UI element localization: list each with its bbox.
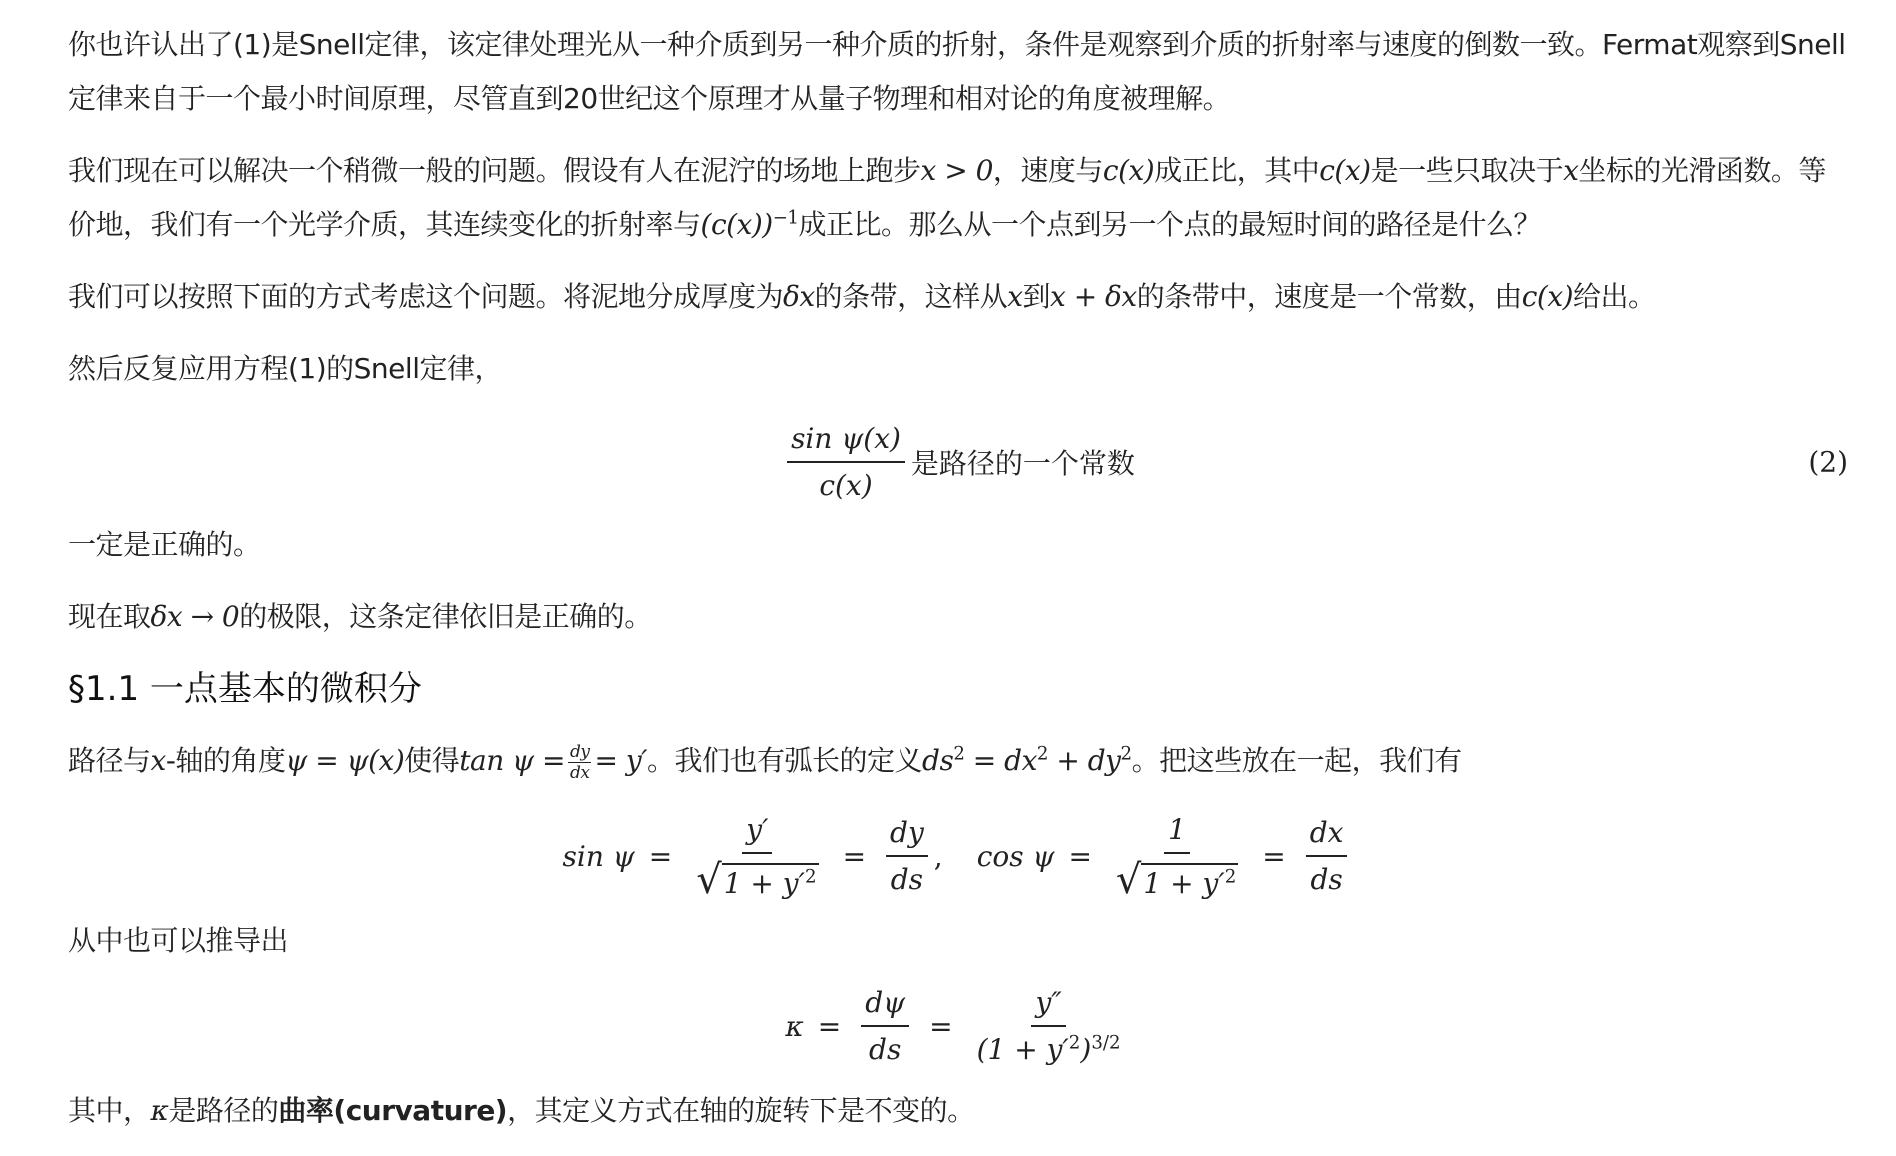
fraction-denominator: dx [569, 762, 590, 783]
math-superscript: 2 [1224, 866, 1237, 888]
equals-sign: = [929, 1009, 953, 1043]
paragraph-text: 路径与 [68, 744, 151, 777]
fraction-denominator [973, 1027, 1125, 1066]
math-inline: sin ψ [562, 839, 635, 873]
fraction [692, 812, 822, 903]
math-inline: c(x) [1102, 154, 1155, 187]
math-inline: δx → 0 [150, 600, 240, 633]
paragraph-text: 的条带中，速度是一个常数，由 [1136, 280, 1522, 313]
paragraph-derive [68, 914, 1848, 968]
paragraph-text: 一定是正确的。 [68, 528, 261, 561]
fraction-numerator: dy [569, 741, 590, 762]
math-inline: (c(x)) [700, 208, 773, 241]
equation-number: (2) [1808, 445, 1848, 479]
paragraph-text: -轴的角度 [165, 744, 286, 777]
paragraph-text: 是路径的 [168, 1094, 279, 1127]
fraction-numerator: dy [886, 816, 928, 857]
math-superscript: 2 [1120, 743, 1132, 765]
fraction-numerator: dψ [861, 986, 909, 1027]
math-inline: δx [783, 280, 815, 313]
math-inline: ψ = ψ(x) [285, 744, 405, 777]
equals-sign: = [842, 839, 867, 873]
fraction-numerator: sin ψ(x) [787, 422, 905, 463]
math-inline: + dy [1047, 744, 1121, 777]
paragraph-text: 。把这些放在一起，我们有 [1131, 744, 1462, 777]
equation-text: 是路径的一个常数 [910, 447, 1135, 480]
math-inline: c(x) [1521, 280, 1574, 313]
paragraph-text: 其中， [68, 1094, 151, 1127]
equals-sign: = [1262, 839, 1286, 873]
paragraph-text: ，速度与 [992, 154, 1103, 187]
paragraph-must-be-correct [68, 518, 1848, 572]
paragraph-text: 我们现在可以解决一个稍微一般的问题。假设有人在泥泞的场地上跑步 [68, 154, 921, 187]
radicand [722, 863, 819, 900]
math-inline: 1 + y′ [1143, 866, 1225, 900]
equals-sign: = [1068, 839, 1092, 873]
fraction-denominator: c(x) [819, 469, 873, 502]
math-superscript: 2 [804, 866, 817, 888]
square-root [696, 856, 818, 903]
math-inline: (1 + y′ [976, 1033, 1069, 1066]
fraction [973, 986, 1125, 1066]
math-superscript: 2 [1068, 1032, 1081, 1054]
radical-sign: √ [1115, 856, 1142, 903]
comma: , [933, 839, 943, 873]
math-inline: = y′ [594, 744, 648, 777]
math-inline: x [1563, 154, 1579, 187]
paragraph-text: 坐标的光滑函数。等价地，我们有一个光学介质，其连续变化的折射率与 [68, 154, 1826, 241]
fraction [1306, 816, 1348, 896]
radical-sign: √ [696, 856, 722, 903]
math-superscript: 3/2 [1091, 1032, 1121, 1054]
paragraph-text: 成正比，其中 [1154, 154, 1320, 187]
math-inline: cos ψ [976, 839, 1055, 873]
paragraph-text: 现在取 [68, 600, 151, 633]
bold-term: 曲率(curvature) [278, 1094, 508, 1127]
square-root [1115, 856, 1238, 903]
math-inline: κ [785, 1009, 804, 1043]
paragraph-text: 到 [1022, 280, 1050, 313]
paragraph-text: 成正比。那么从一个点到另一个点的最短时间的路径是什么？ [798, 208, 1542, 241]
paragraph-strips [68, 270, 1848, 324]
article-content [68, 18, 1848, 1156]
paragraph-limit [68, 590, 1848, 644]
paragraph-apply-snell [68, 342, 1848, 396]
inline-fraction [568, 743, 592, 782]
equation-sin-cos [68, 806, 1848, 906]
math-inline: x + δx [1050, 280, 1137, 313]
paragraph-text: 给出。 [1573, 280, 1656, 313]
paragraph-text: 然后反复应用方程(1)的Snell定律， [68, 352, 502, 385]
equals-sign: = [817, 1009, 842, 1043]
math-superscript: −1 [772, 207, 799, 229]
paragraph-problem [68, 144, 1848, 252]
paragraph-text: 我们可以按照下面的方式考虑这个问题。将泥地分成厚度为 [68, 280, 784, 313]
paragraph-angle [68, 734, 1848, 788]
paragraph-text: 你也许认出了(1)是Snell定律，该定律处理光从一种介质到另一种介质的折射，条件是观察到介质的折射率与速度的倒数一致。Fermat观察到Snell定律来自于一个最小时间原理，尽管直到20世纪这个原理才从量子物理和相对论的角度被理解。 [68, 28, 1846, 115]
paragraph-text: 的条带，这样从 [814, 280, 1008, 313]
fraction-numerator: 1 [1164, 813, 1190, 854]
math-inline: κ [150, 1094, 169, 1127]
fraction-numerator: dx [1306, 816, 1348, 857]
paragraph-curvature-def [68, 1084, 1848, 1138]
math-inline: 1 + y′ [723, 866, 805, 900]
math-inline: = dx [964, 744, 1037, 777]
fraction-denominator [692, 854, 822, 903]
fraction-denominator: ds [890, 863, 924, 896]
paragraph-text: ，其定义方式在轴的旋转下是不变的。 [507, 1094, 975, 1127]
equals-sign: = [648, 839, 673, 873]
paragraph-text: 的极限，这条定律依旧是正确的。 [239, 600, 652, 633]
section-heading: §1.1 一点基本的微积分 [68, 669, 422, 709]
math-inline: x > 0 [920, 154, 993, 187]
fraction [886, 816, 928, 896]
math-superscript: 2 [953, 743, 965, 765]
math-inline: ) [1080, 1033, 1092, 1066]
math-inline: x [150, 744, 166, 777]
math-superscript: 2 [1036, 743, 1048, 765]
paragraph-snell-intro [68, 18, 1848, 126]
fraction [1112, 812, 1242, 903]
fraction-denominator [1112, 854, 1242, 903]
fraction [861, 986, 909, 1066]
math-inline: ds [922, 744, 954, 777]
paragraph-text: 从中也可以推导出 [68, 924, 289, 957]
equation-2 [68, 414, 1848, 510]
math-inline: tan ψ = [459, 744, 565, 777]
fraction [787, 422, 905, 502]
fraction-numerator: y″ [1031, 986, 1065, 1027]
equation-curvature [68, 976, 1848, 1076]
paragraph-text: 使得 [404, 744, 460, 777]
math-inline: c(x) [1319, 154, 1371, 187]
math-inline: x [1007, 280, 1023, 313]
paragraph-text: 。我们也有弧长的定义 [647, 744, 923, 777]
fraction-denominator: ds [869, 1033, 902, 1066]
fraction-denominator: ds [1310, 863, 1343, 896]
radicand [1141, 863, 1238, 900]
fraction-numerator: y′ [742, 813, 772, 854]
paragraph-text: 是一些只取决于 [1370, 154, 1564, 187]
